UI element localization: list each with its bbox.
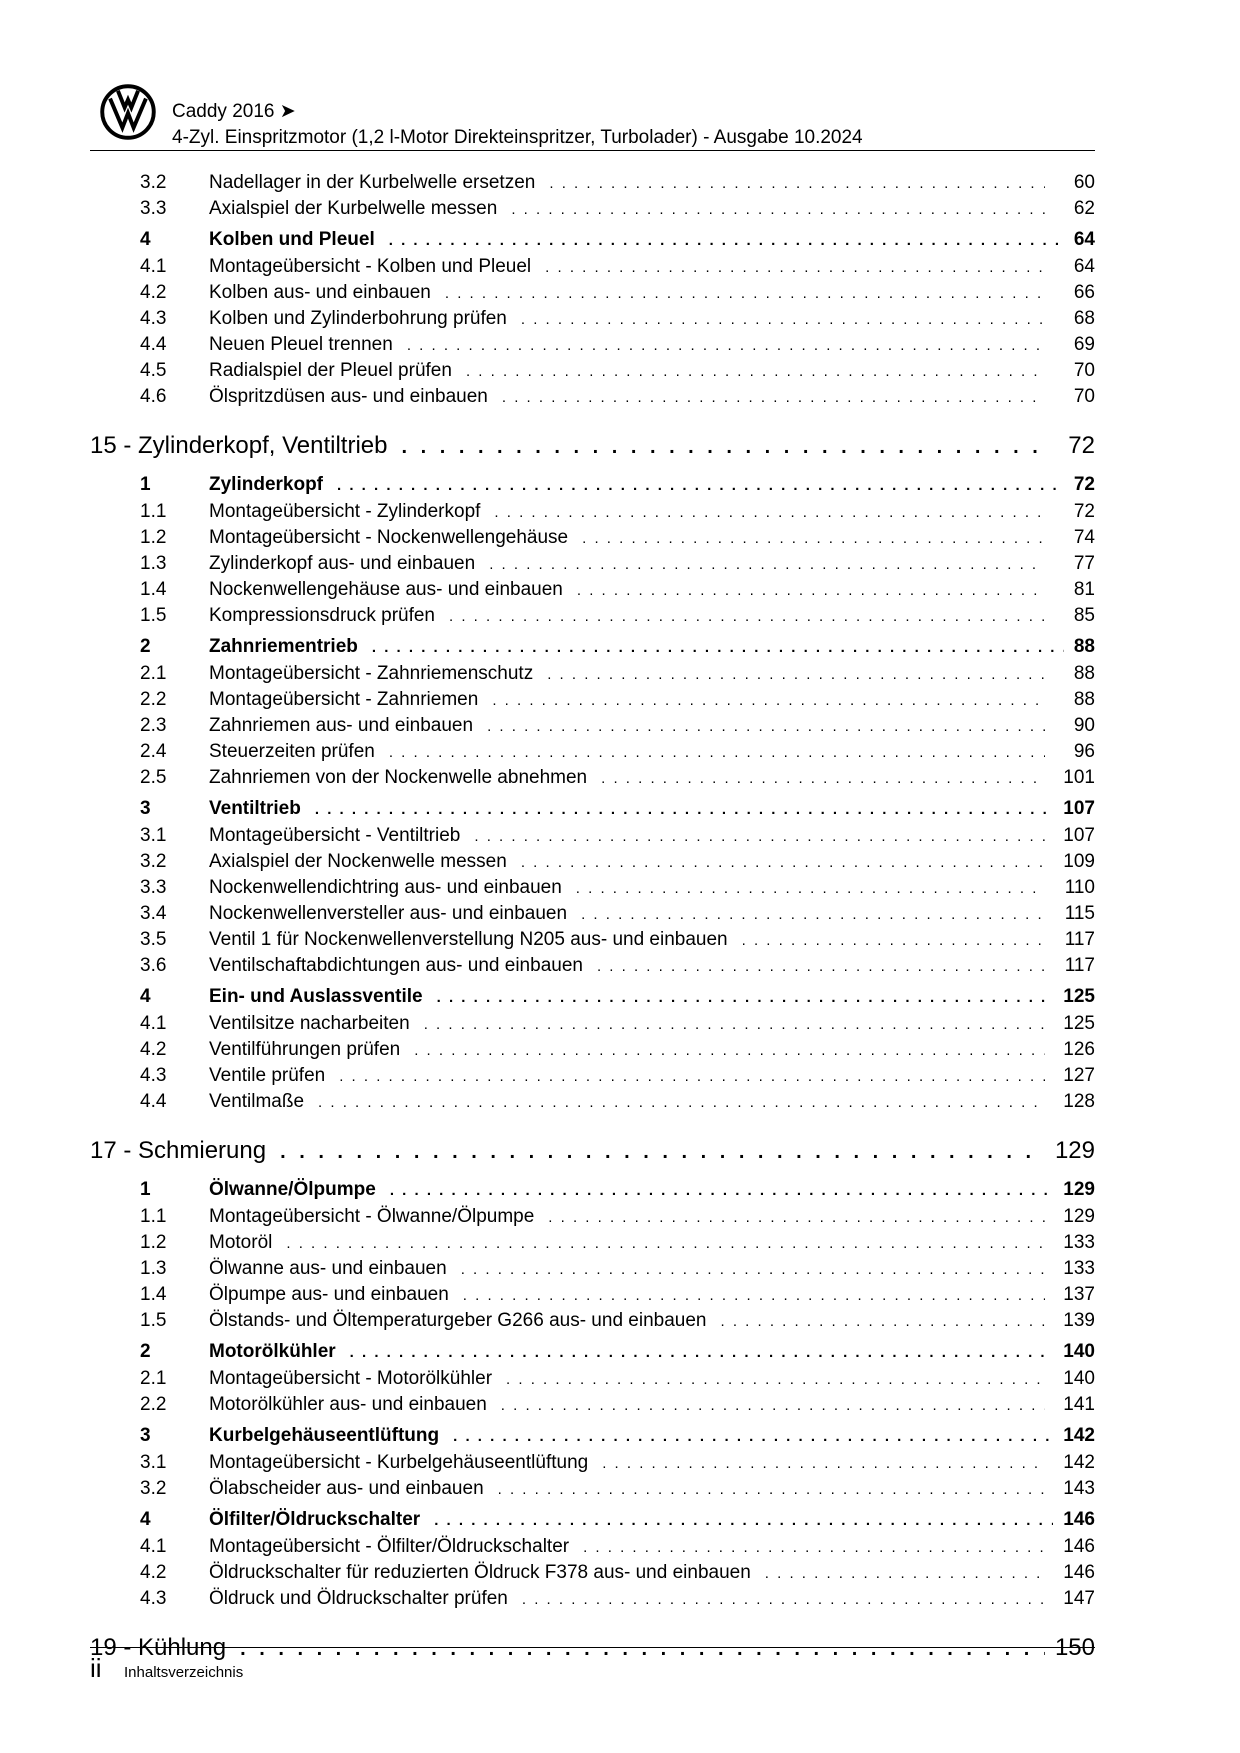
toc-entry-title: Neuen Pleuel trennen <box>209 334 393 355</box>
toc-entry-number: 3.2 <box>140 1478 167 1499</box>
toc-entry-page: 72 <box>1068 432 1095 459</box>
toc-entry-page: 60 <box>1073 172 1095 193</box>
toc-entry-number: 1.3 <box>140 1258 167 1279</box>
toc-entry-number: 4.3 <box>140 1588 167 1609</box>
toc-entry-page: 125 <box>1063 1013 1095 1034</box>
toc-subsection-row[interactable] <box>90 256 1095 282</box>
toc-dot-leader <box>389 229 1064 251</box>
toc-entry-page: 150 <box>1054 1634 1095 1661</box>
toc-entry-number: 1.4 <box>140 579 167 600</box>
toc-entry-title: Motorölkühler <box>209 1341 336 1362</box>
toc-subsection-row[interactable] <box>90 360 1095 386</box>
toc-entry-page: 77 <box>1073 553 1095 574</box>
toc-entry-number: 1.2 <box>140 1232 167 1253</box>
toc-dot-leader <box>318 1091 1045 1113</box>
toc-entry-title: Öldruck und Öldruckschalter prüfen <box>209 1588 508 1609</box>
toc-entry-number: 4 <box>140 986 151 1007</box>
table-of-contents <box>90 172 1095 1676</box>
toc-entry-page: 69 <box>1073 334 1095 355</box>
toc-entry-page: 62 <box>1073 198 1095 219</box>
toc-entry-number: 4.1 <box>140 1536 167 1557</box>
toc-dot-leader <box>390 1179 1053 1201</box>
toc-dot-leader <box>280 1137 1045 1165</box>
toc-entry-page: 139 <box>1063 1310 1095 1331</box>
toc-entry-number: 4.1 <box>140 1013 167 1034</box>
toc-subsection-row[interactable] <box>90 1310 1095 1336</box>
toc-dot-leader <box>549 172 1045 194</box>
toc-dot-leader <box>601 767 1045 789</box>
toc-dot-leader <box>521 308 1045 330</box>
header-model-line: Caddy 2016 ➤ <box>172 101 296 122</box>
toc-entry-page: 142 <box>1063 1452 1095 1473</box>
toc-dot-leader <box>445 282 1045 304</box>
toc-entry-page: 125 <box>1063 986 1095 1007</box>
toc-dot-leader <box>372 636 1064 658</box>
toc-entry-page: 88 <box>1073 663 1095 684</box>
toc-subsection-row[interactable] <box>90 1536 1095 1562</box>
toc-entry-page: 146 <box>1063 1509 1095 1530</box>
toc-chapter-row[interactable] <box>90 1137 1095 1173</box>
toc-entry-number: 2.1 <box>140 1368 167 1389</box>
toc-entry-title: Ventil 1 für Nockenwellenverstellung N205 aus- und einbauen <box>209 929 728 950</box>
toc-entry-title: Nadellager in der Kurbelwelle ersetzen <box>209 172 536 193</box>
toc-subsection-row[interactable] <box>90 501 1095 527</box>
toc-entry-title: Ventilmaße <box>209 1091 305 1112</box>
toc-entry-title: Montageübersicht - Ölfilter/Öldruckschalter <box>209 1536 570 1557</box>
toc-dot-leader <box>521 851 1045 873</box>
toc-entry-page: 129 <box>1063 1179 1095 1200</box>
toc-subsection-row[interactable] <box>90 579 1095 605</box>
toc-entry-number: 3 <box>140 798 151 819</box>
toc-entry-page: 70 <box>1073 386 1095 407</box>
toc-entry-title: Ein- und Auslassventile <box>209 986 423 1007</box>
toc-dot-leader <box>466 360 1045 382</box>
toc-entry-title: Ölspritzdüsen aus- und einbauen <box>209 386 488 407</box>
toc-entry-number: 3.4 <box>140 903 167 924</box>
toc-entry-title: Axialspiel der Nockenwelle messen <box>209 851 507 872</box>
toc-entry-title: Ölwanne aus- und einbauen <box>209 1258 447 1279</box>
toc-entry-title: Nockenwellengehäuse aus- und einbauen <box>209 579 563 600</box>
toc-dot-leader <box>489 553 1045 575</box>
toc-subsection-row[interactable] <box>90 825 1095 851</box>
toc-dot-leader <box>437 986 1054 1008</box>
toc-subsection-row[interactable] <box>90 1562 1095 1588</box>
toc-entry-title: Ventilschaftabdichtungen aus- und einbauen <box>209 955 583 976</box>
toc-entry-title: Ölabscheider aus- und einbauen <box>209 1478 484 1499</box>
toc-entry-page: 127 <box>1063 1065 1095 1086</box>
footer-divider <box>90 1647 1095 1648</box>
toc-entry-title: Ölpumpe aus- und einbauen <box>209 1284 449 1305</box>
toc-entry-page: 96 <box>1073 741 1095 762</box>
toc-entry-title: Montageübersicht - Kolben und Pleuel <box>209 256 532 277</box>
toc-entry-title: Ventile prüfen <box>209 1065 326 1086</box>
toc-entry-page: 146 <box>1063 1562 1095 1583</box>
footer-section-label: Inhaltsverzeichnis <box>124 1664 244 1681</box>
toc-entry-page: 117 <box>1064 929 1095 950</box>
toc-entry-page: 72 <box>1073 474 1095 495</box>
toc-entry-page: 129 <box>1063 1206 1095 1227</box>
toc-subsection-row[interactable] <box>90 1284 1095 1310</box>
header-divider <box>90 150 1095 151</box>
toc-entry-number: 3.2 <box>140 851 167 872</box>
toc-subsection-row[interactable] <box>90 1394 1095 1420</box>
toc-entry-title: Montageübersicht - Kurbelgehäuseentlüftung <box>209 1452 589 1473</box>
toc-entry-title: Kolben aus- und einbauen <box>209 282 431 303</box>
toc-entry-page: 88 <box>1073 689 1095 710</box>
toc-subsection-row[interactable] <box>90 1039 1095 1065</box>
toc-entry-title: Kurbelgehäuseentlüftung <box>209 1425 440 1446</box>
toc-subsection-row[interactable] <box>90 1065 1095 1091</box>
toc-entry-title: Zylinderkopf aus- und einbauen <box>209 553 476 574</box>
toc-subsection-row[interactable] <box>90 955 1095 981</box>
toc-dot-leader <box>522 1588 1045 1610</box>
toc-dot-leader <box>547 663 1045 685</box>
toc-entry-title: Ölwanne/Ölpumpe <box>209 1179 376 1200</box>
toc-subsection-row[interactable] <box>90 877 1095 903</box>
toc-entry-number: 3 <box>140 1425 151 1446</box>
toc-dot-leader <box>401 432 1045 460</box>
toc-entry-title: Montageübersicht - Zahnriemen <box>209 689 479 710</box>
toc-entry-page: 66 <box>1073 282 1095 303</box>
toc-entry-number: 1.2 <box>140 527 167 548</box>
toc-dot-leader <box>577 579 1045 601</box>
toc-entry-number: 2.2 <box>140 689 167 710</box>
toc-dot-leader <box>424 1013 1045 1035</box>
toc-entry-title: Nockenwellendichtring aus- und einbauen <box>209 877 562 898</box>
toc-entry-page: 140 <box>1063 1341 1095 1362</box>
toc-entry-title: Montageübersicht - Motorölkühler <box>209 1368 493 1389</box>
toc-section-row[interactable] <box>90 636 1095 663</box>
toc-entry-number: 1.1 <box>140 1206 167 1227</box>
toc-entry-number: 2.3 <box>140 715 167 736</box>
toc-subsection-row[interactable] <box>90 553 1095 579</box>
toc-subsection-row[interactable] <box>90 689 1095 715</box>
toc-subsection-row[interactable] <box>90 903 1095 929</box>
toc-section-row[interactable] <box>90 1341 1095 1368</box>
toc-chapter-row[interactable] <box>90 432 1095 468</box>
toc-entry-title: Montageübersicht - Ölwanne/Ölpumpe <box>209 1206 535 1227</box>
toc-entry-page: 68 <box>1073 308 1095 329</box>
toc-entry-page: 129 <box>1054 1137 1095 1164</box>
toc-entry-number: 3.2 <box>140 172 167 193</box>
toc-entry-title: Montageübersicht - Ventiltrieb <box>209 825 461 846</box>
toc-entry-page: 117 <box>1064 955 1095 976</box>
toc-entry-number: 3.3 <box>140 198 167 219</box>
toc-entry-number: 3.1 <box>140 825 167 846</box>
toc-entry-number: 1.5 <box>140 1310 167 1331</box>
toc-section-row[interactable] <box>90 1425 1095 1452</box>
toc-dot-leader <box>461 1258 1045 1280</box>
toc-subsection-row[interactable] <box>90 198 1095 224</box>
toc-entry-number: 1.5 <box>140 605 167 626</box>
toc-subsection-row[interactable] <box>90 308 1095 334</box>
toc-subsection-row[interactable] <box>90 1368 1095 1394</box>
toc-entry-title: Radialspiel der Pleuel prüfen <box>209 360 452 381</box>
toc-subsection-row[interactable] <box>90 1258 1095 1284</box>
toc-entry-title: Zylinderkopf <box>209 474 324 495</box>
toc-entry-number: 4.3 <box>140 308 167 329</box>
toc-dot-leader <box>414 1039 1045 1061</box>
toc-dot-leader <box>742 929 1045 951</box>
toc-entry-number: 4.2 <box>140 1562 167 1583</box>
toc-section-row[interactable] <box>90 986 1095 1013</box>
toc-section-row[interactable] <box>90 1179 1095 1206</box>
toc-dot-leader <box>240 1634 1045 1662</box>
toc-entry-title: Ölstands- und Öltemperaturgeber G266 aus- und einbauen <box>209 1310 707 1331</box>
toc-entry-number: 1.3 <box>140 553 167 574</box>
toc-dot-leader <box>339 1065 1045 1087</box>
toc-entry-title: Zahnriementrieb <box>209 636 358 657</box>
toc-entry-title: 15 - Zylinderkopf, Ventiltrieb <box>90 432 388 459</box>
toc-entry-page: 110 <box>1064 877 1095 898</box>
toc-entry-page: 90 <box>1073 715 1095 736</box>
toc-dot-leader <box>545 256 1045 278</box>
toc-entry-number: 2 <box>140 1341 151 1362</box>
toc-entry-page: 147 <box>1063 1588 1095 1609</box>
toc-entry-title: Kompressionsdruck prüfen <box>209 605 435 626</box>
toc-dot-leader <box>286 1232 1045 1254</box>
toc-dot-leader <box>350 1341 1054 1363</box>
toc-entry-title: Ventilführungen prüfen <box>209 1039 401 1060</box>
toc-entry-page: 101 <box>1063 767 1095 788</box>
toc-entry-title: Montageübersicht - Zylinderkopf <box>209 501 481 522</box>
toc-entry-title: Öldruckschalter für reduzierten Öldruck F378 aus- und einbauen <box>209 1562 751 1583</box>
toc-entry-page: 64 <box>1073 256 1095 277</box>
toc-dot-leader <box>502 386 1045 408</box>
toc-entry-title: Ventiltrieb <box>209 798 301 819</box>
toc-section-row[interactable] <box>90 798 1095 825</box>
toc-dot-leader <box>581 903 1045 925</box>
toc-dot-leader <box>511 198 1045 220</box>
toc-entry-title: Montageübersicht - Nockenwellengehäuse <box>209 527 569 548</box>
toc-dot-leader <box>434 1509 1053 1531</box>
toc-entry-title: Montageübersicht - Zahnriemenschutz <box>209 663 534 684</box>
toc-dot-leader <box>582 527 1045 549</box>
toc-subsection-row[interactable] <box>90 1206 1095 1232</box>
toc-entry-number: 4.5 <box>140 360 167 381</box>
toc-entry-page: 109 <box>1063 851 1095 872</box>
toc-entry-page: 107 <box>1063 798 1095 819</box>
toc-entry-number: 4.1 <box>140 256 167 277</box>
toc-entry-title: Nockenwellenversteller aus- und einbauen <box>209 903 568 924</box>
toc-dot-leader <box>407 334 1045 356</box>
toc-entry-number: 4 <box>140 1509 151 1530</box>
toc-entry-page: 64 <box>1073 229 1095 250</box>
toc-dot-leader <box>492 689 1045 711</box>
toc-entry-title: Ventilsitze nacharbeiten <box>209 1013 410 1034</box>
toc-entry-page: 81 <box>1073 579 1095 600</box>
toc-entry-number: 4.2 <box>140 282 167 303</box>
toc-subsection-row[interactable] <box>90 715 1095 741</box>
toc-subsection-row[interactable] <box>90 663 1095 689</box>
toc-entry-title: Zahnriemen aus- und einbauen <box>209 715 474 736</box>
toc-subsection-row[interactable] <box>90 929 1095 955</box>
toc-entry-page: 72 <box>1073 501 1095 522</box>
toc-dot-leader <box>506 1368 1045 1390</box>
toc-entry-title: Kolben und Pleuel <box>209 229 375 250</box>
toc-dot-leader <box>463 1284 1045 1306</box>
toc-subsection-row[interactable] <box>90 172 1095 198</box>
toc-entry-title: Axialspiel der Kurbelwelle messen <box>209 198 498 219</box>
toc-subsection-row[interactable] <box>90 741 1095 767</box>
toc-subsection-row[interactable] <box>90 851 1095 877</box>
toc-entry-page: 133 <box>1063 1232 1095 1253</box>
toc-subsection-row[interactable] <box>90 1091 1095 1117</box>
toc-subsection-row[interactable] <box>90 1588 1095 1614</box>
toc-dot-leader <box>602 1452 1045 1474</box>
toc-entry-page: 107 <box>1063 825 1095 846</box>
toc-dot-leader <box>597 955 1045 977</box>
toc-entry-page: 141 <box>1063 1394 1095 1415</box>
toc-dot-leader <box>720 1310 1045 1332</box>
toc-entry-page: 126 <box>1063 1039 1095 1060</box>
toc-entry-number: 2.2 <box>140 1394 167 1415</box>
toc-entry-title: Ölfilter/Öldruckschalter <box>209 1509 421 1530</box>
toc-entry-number: 3.1 <box>140 1452 167 1473</box>
header-engine-line: 4-Zyl. Einspritzmotor (1,2 l-Motor Direkteinspritzer, Turbolader) - Ausgabe 10.2024 <box>172 127 863 148</box>
toc-entry-title: 17 - Schmierung <box>90 1137 267 1164</box>
toc-entry-number: 2.4 <box>140 741 167 762</box>
toc-entry-title: 19 - Kühlung <box>90 1634 227 1661</box>
toc-subsection-row[interactable] <box>90 1478 1095 1504</box>
toc-section-row[interactable] <box>90 229 1095 256</box>
toc-subsection-row[interactable] <box>90 282 1095 308</box>
toc-dot-leader <box>389 741 1045 763</box>
toc-entry-number: 3.6 <box>140 955 167 976</box>
toc-dot-leader <box>315 798 1053 820</box>
toc-entry-page: 140 <box>1063 1368 1095 1389</box>
toc-subsection-row[interactable] <box>90 386 1095 412</box>
toc-dot-leader <box>337 474 1064 496</box>
toc-entry-number: 4.3 <box>140 1065 167 1086</box>
toc-dot-leader <box>474 825 1045 847</box>
toc-entry-number: 4 <box>140 229 151 250</box>
page-header <box>0 0 1240 152</box>
toc-dot-leader <box>494 501 1045 523</box>
toc-dot-leader <box>501 1394 1045 1416</box>
toc-dot-leader <box>765 1562 1045 1584</box>
toc-entry-number: 2.1 <box>140 663 167 684</box>
toc-entry-page: 74 <box>1073 527 1095 548</box>
toc-dot-leader <box>583 1536 1045 1558</box>
toc-entry-page: 128 <box>1063 1091 1095 1112</box>
toc-entry-title: Steuerzeiten prüfen <box>209 741 375 762</box>
toc-subsection-row[interactable] <box>90 1013 1095 1039</box>
footer-page-number: ii <box>90 1653 102 1683</box>
toc-dot-leader <box>487 715 1045 737</box>
toc-entry-page: 85 <box>1073 605 1095 626</box>
toc-entry-title: Kolben und Zylinderbohrung prüfen <box>209 308 507 329</box>
toc-dot-leader <box>449 605 1045 627</box>
toc-subsection-row[interactable] <box>90 1452 1095 1478</box>
toc-section-row[interactable] <box>90 474 1095 501</box>
toc-subsection-row[interactable] <box>90 334 1095 360</box>
toc-entry-number: 4.4 <box>140 1091 167 1112</box>
toc-entry-number: 2.5 <box>140 767 167 788</box>
toc-entry-page: 115 <box>1064 903 1095 924</box>
toc-entry-title: Zahnriemen von der Nockenwelle abnehmen <box>209 767 588 788</box>
toc-subsection-row[interactable] <box>90 605 1095 631</box>
toc-entry-page: 70 <box>1073 360 1095 381</box>
toc-entry-page: 143 <box>1063 1478 1095 1499</box>
toc-entry-title: Motoröl <box>209 1232 273 1253</box>
toc-dot-leader <box>576 877 1045 899</box>
toc-entry-number: 2 <box>140 636 151 657</box>
toc-subsection-row[interactable] <box>90 1232 1095 1258</box>
toc-entry-number: 1.4 <box>140 1284 167 1305</box>
toc-section-row[interactable] <box>90 1509 1095 1536</box>
toc-subsection-row[interactable] <box>90 527 1095 553</box>
toc-entry-number: 3.3 <box>140 877 167 898</box>
toc-dot-leader <box>453 1425 1053 1447</box>
toc-entry-number: 1.1 <box>140 501 167 522</box>
toc-entry-page: 146 <box>1063 1536 1095 1557</box>
toc-entry-number: 1 <box>140 1179 151 1200</box>
toc-dot-leader <box>498 1478 1045 1500</box>
toc-entry-page: 88 <box>1073 636 1095 657</box>
toc-entry-number: 4.2 <box>140 1039 167 1060</box>
toc-entry-page: 133 <box>1063 1258 1095 1279</box>
toc-entry-number: 1 <box>140 474 151 495</box>
toc-subsection-row[interactable] <box>90 767 1095 793</box>
toc-entry-number: 4.4 <box>140 334 167 355</box>
toc-entry-number: 3.5 <box>140 929 167 950</box>
volkswagen-logo-icon <box>100 84 156 140</box>
toc-dot-leader <box>548 1206 1045 1228</box>
toc-entry-title: Motorölkühler aus- und einbauen <box>209 1394 487 1415</box>
toc-entry-page: 137 <box>1063 1284 1095 1305</box>
toc-entry-number: 4.6 <box>140 386 167 407</box>
toc-entry-page: 142 <box>1063 1425 1095 1446</box>
